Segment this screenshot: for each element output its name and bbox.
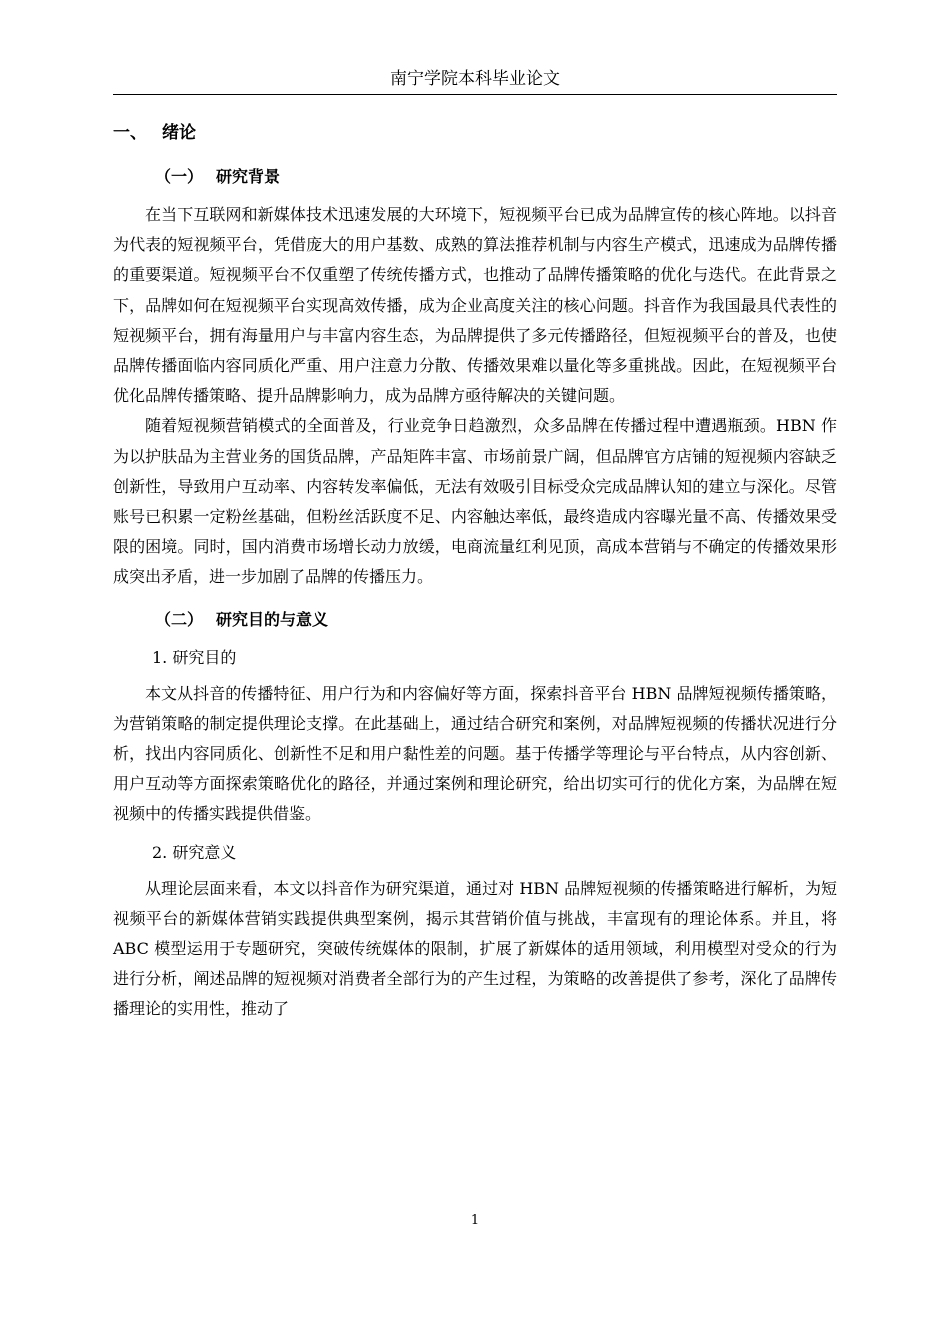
subsection-number: （一） [155,167,204,186]
section-title: 绪论 [162,123,196,143]
section-heading [113,116,837,150]
paragraph: 从理论层面来看，本文以抖音作为研究渠道，通过对 HBN 品牌短视频的传播策略进行解析，为短视频平台的新媒体营销实践提供典型案例，揭示其营销价值与挑战，丰富现有的理论体系。并且，将 ABC 模型运用于专题研究，突破传统媒体的限制，扩展了新媒体的适用领域，利用模型对受众的行为进行分析，阐述品牌的短视频对消费者全部行为的产生过程，为策略的改善提供了参考，深化了品牌传播理论的实用性，推动了 [113,878,837,1019]
header-rule [113,94,837,95]
paragraph: 随着短视频营销模式的全面普及，行业竞争日趋激烈，众多品牌在传播过程中遭遇瓶颈。HBN 作为以护肤品为主营业务的国货品牌，产品矩阵丰富、市场前景广阔，但品牌官方店铺的短视频内容缺乏创新性，导致用户互动率、内容转发率偏低，无法有效吸引目标受众完成品牌认知的建立与深化。尽管账号已积累一定粉丝基础，但粉丝活跃度不足、内容触达率低，最终造成内容曝光量不高、传播效果受限的困境。同时，国内消费市场增长动力放缓，电商流量红利见顶，高成本营销与不确定的传播效果形成突出矛盾，进一步加剧了品牌的传播压力。 [113,416,837,587]
item-heading-purpose: 1. 研究目的 [152,647,237,667]
subsection-heading-background [113,162,837,192]
page-number: 1 [470,1213,480,1228]
page-body [113,116,837,1025]
subsection-number: （二） [155,609,204,629]
paragraph: 在当下互联网和新媒体技术迅速发展的大环境下，短视频平台已成为品牌宣传的核心阵地。以抖音为代表的短视频平台，凭借庞大的用户基数、成熟的算法推荐机制与内容生产模式，迅速成为品牌传播的重要渠道。短视频平台不仅重塑了传统传播方式，也推动了品牌传播策略的优化与迭代。在此背景之下，品牌如何在短视频平台实现高效传播，成为企业高度关注的核心问题。抖音作为我国最具代表性的短视频平台，拥有海量用户与丰富内容生态，为品牌提供了多元传播路径，但短视频平台的普及，也使品牌传播面临内容同质化严重、用户注意力分散、传播效果难以量化等多重挑战。因此，在短视频平台优化品牌传播策略、提升品牌影响力，成为品牌方亟待解决的关键问题。 [113,205,837,406]
subsection-title: 研究目的与意义 [216,609,329,629]
section-number: 一、 [113,123,147,143]
subsection-heading-purpose [113,605,837,635]
item-heading-significance: 2. 研究意义 [152,842,237,862]
subsection-title: 研究背景 [216,167,281,186]
paragraph: 本文从抖音的传播特征、用户行为和内容偏好等方面，探索抖音平台 HBN 品牌短视频传播策略，为营销策略的制定提供理论支撑。在此基础上，通过结合研究和案例，对品牌短视频的传播状况进行分析，找出内容同质化、创新性不足和用户黏性差的问题。基于传播学等理论与平台特点，从内容创新、用户互动等方面探索策略优化的路径，并通过案例和理论研究，给出切实可行的优化方案，为品牌在短视频中的传播实践提供借鉴。 [113,683,837,824]
running-header: 南宁学院本科毕业论文 [390,69,560,89]
